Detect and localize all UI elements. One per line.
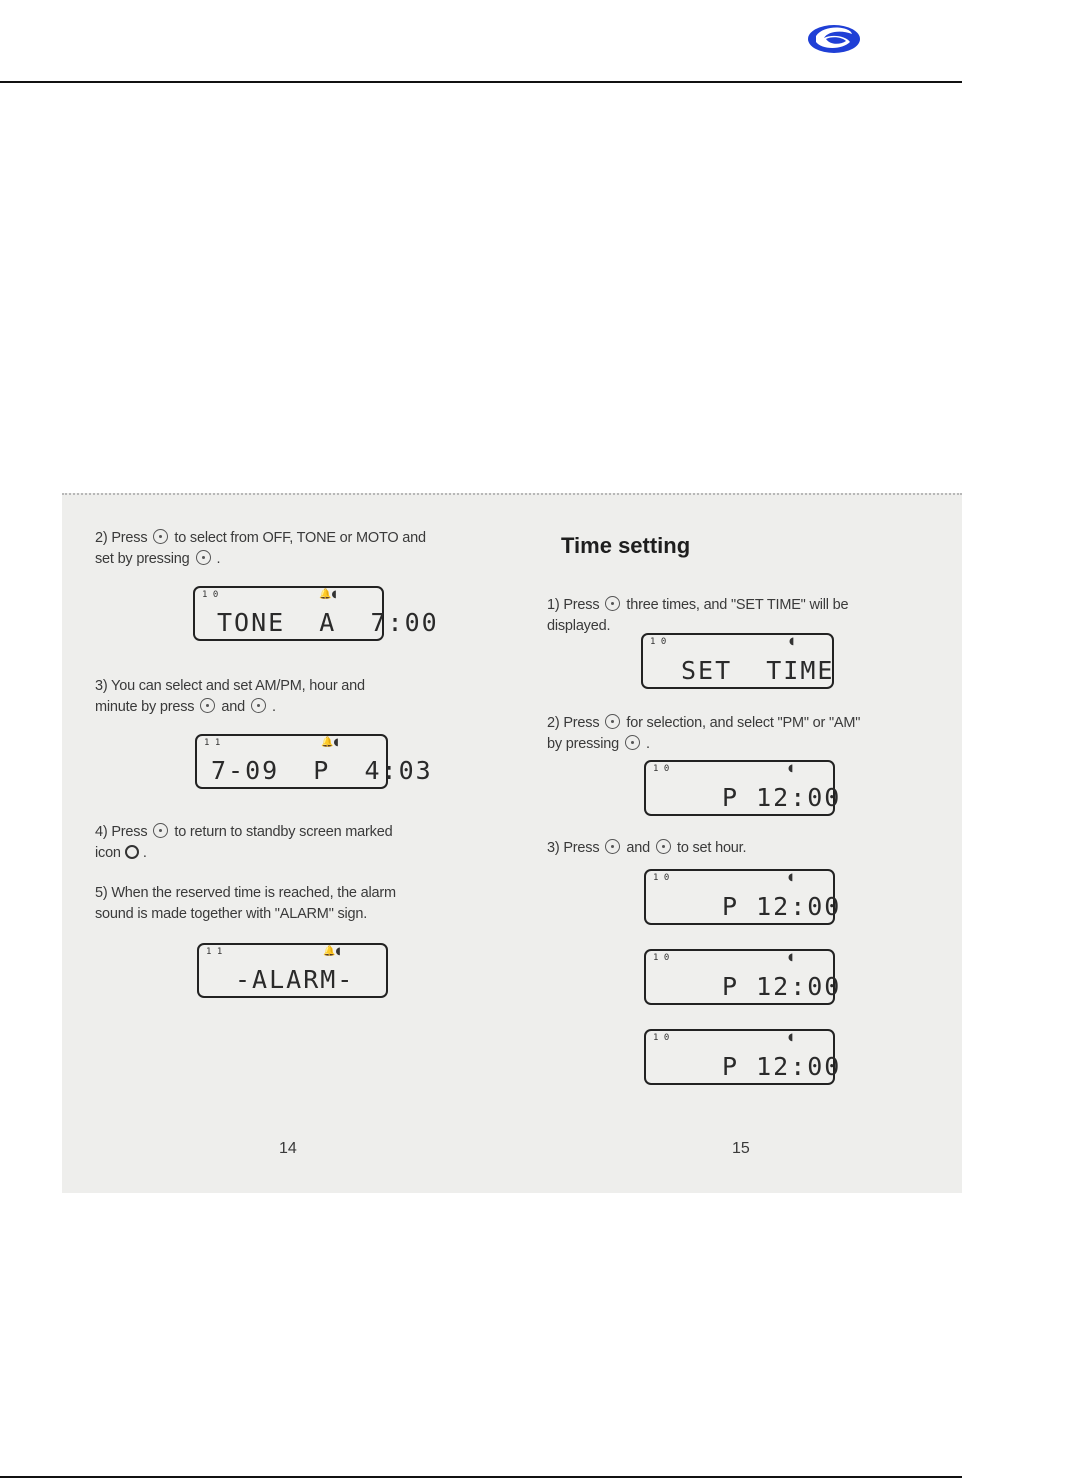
lcd-date-time: 1 1 🔔◖ 7-09 P 4:03 [195, 734, 388, 789]
bell-indicator-icon: 🔔◖ [323, 946, 341, 957]
mode-button-icon [153, 529, 168, 544]
plus-button-icon [605, 839, 620, 854]
page-number-15: 15 [732, 1140, 750, 1157]
mode-button-icon [656, 839, 671, 854]
lcd-set-time: 1 0 ◖ SET TIME [641, 633, 834, 689]
sound-indicator-icon: ◖ [788, 763, 794, 774]
page-number-14: 14 [279, 1140, 297, 1157]
set-button-icon [625, 735, 640, 750]
lcd-hour-1: 1 0 ◖ P 12:00 [644, 869, 835, 925]
lcd-alarm: 1 1 🔔◖ -ALARM- [197, 943, 388, 998]
left-step3: 3) You can select and set AM/PM, hour and minute by press and . [95, 678, 365, 715]
plus-button-icon [200, 698, 215, 713]
left-step2: 2) Press to select from OFF, TONE or MOTO and set by pressing . [95, 530, 426, 567]
sound-indicator-icon: ◖ [788, 872, 794, 883]
scanned-manual-pages [62, 493, 962, 1193]
mode-button-icon [605, 596, 620, 611]
lcd-hour-3: 1 0 ◖ P 12:00 [644, 1029, 835, 1085]
sound-indicator-icon: ◖ [789, 636, 795, 647]
left-step5: 5) When the reserved time is reached, the alarm sound is made together with "ALARM" sign. [95, 885, 396, 922]
sound-indicator-icon: ◖ [788, 952, 794, 963]
lcd-pm-time: 1 0 ◖ P 12:00 [644, 760, 835, 816]
minus-button-icon [153, 823, 168, 838]
right-step1: 1) Press three times, and "SET TIME" will be displayed. [547, 597, 849, 634]
set-button-icon [196, 550, 211, 565]
sound-indicator-icon: ◖ [788, 1032, 794, 1043]
lcd-tone-alarm: 1 0 🔔◖ TONE A 7:00 [193, 586, 384, 641]
footer-rule [0, 1476, 962, 1478]
right-step2: 2) Press for selection, and select "PM" or "AM" by pressing . [547, 715, 861, 752]
right-step3: 3) Press and to set hour. [547, 840, 747, 856]
bell-indicator-icon: 🔔◖ [321, 737, 339, 748]
clock-icon [125, 845, 139, 859]
time-setting-heading: Time setting [561, 533, 691, 558]
company-logo-icon [806, 22, 862, 56]
left-step4: 4) Press to return to standby screen marked icon . [95, 824, 393, 861]
mode-button-icon [251, 698, 266, 713]
lcd-hour-2: 1 0 ◖ P 12:00 [644, 949, 835, 1005]
mode-button-icon [605, 714, 620, 729]
header-rule [0, 81, 962, 83]
bell-indicator-icon: 🔔◖ [319, 589, 337, 600]
